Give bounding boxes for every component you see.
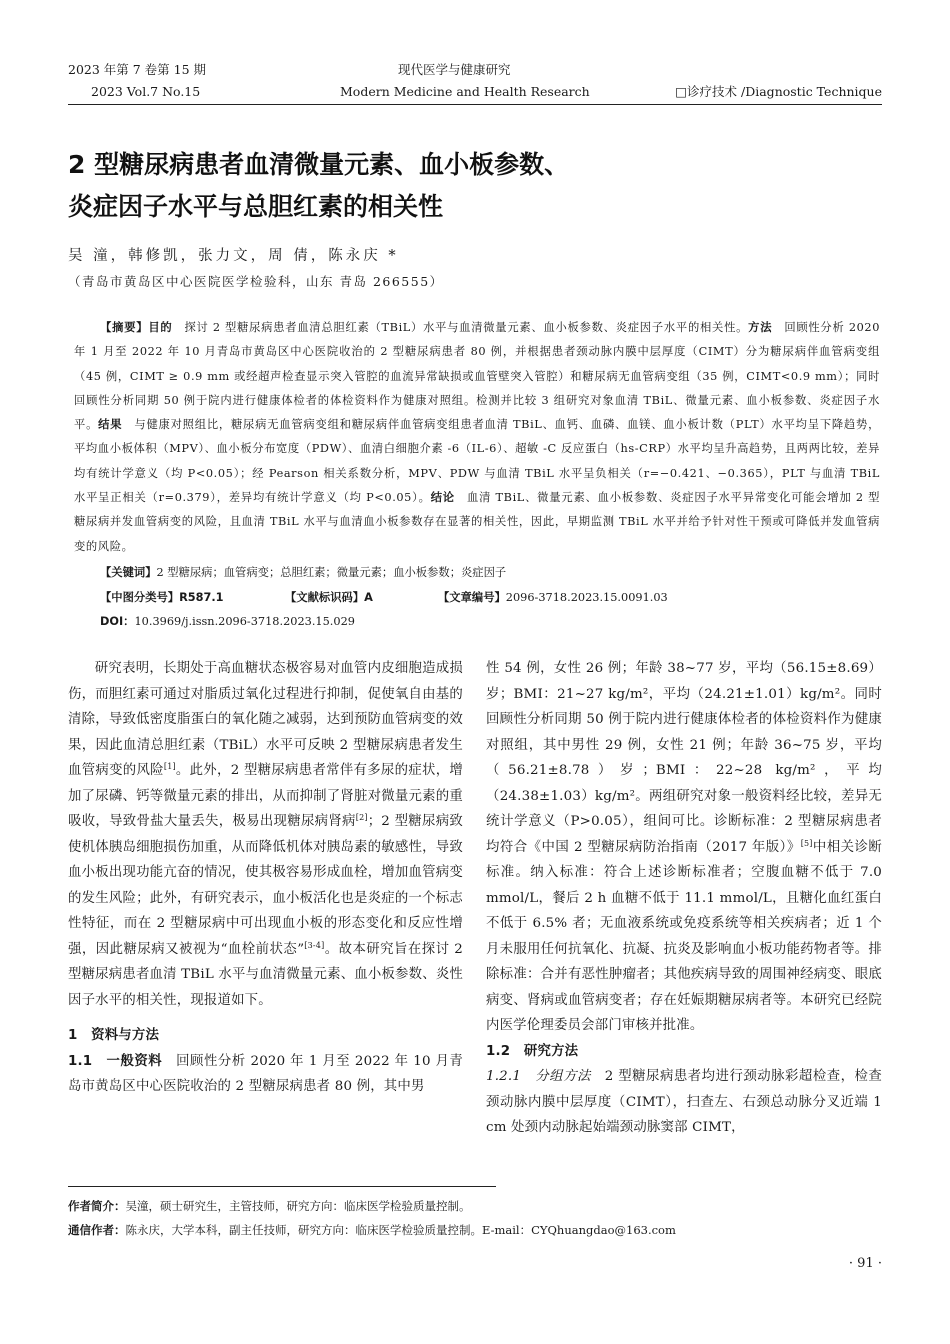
abstract-purpose: 探讨 2 型糖尿病患者血清总胆红素（TBiL）水平与血清微量元素、血小板参数、炎症因子水平的相关性。 [184, 321, 749, 334]
section-1-1 [68, 1049, 463, 1100]
intro-paragraph [68, 656, 463, 1013]
section-1-2-heading: 1.2 研究方法 [486, 1043, 579, 1059]
abstract-method: 回顾性分析 2020 年 1 月至 2022 年 10 月青岛市黄岛区中心医院收治的 2 型糖尿病患者 80 例，并根据患者颈动脉内膜中层厚度（CIMT）分为糖尿病伴血管病变组（45 例，CIMT ≥ 0.9 mm 或经超声检查显示突入管腔的血流异常缺损或血管壁突入管腔）和糖尿病无血管病变组（35 例，CIMT<0.9 mm）；同时回顾性分析同期 50 例于院内进行健康体检者的体检资料作为健康对照组。检测并比较 3 组研究对象血清 TBiL、微量元素、血小板参数、炎症因子水平。 [74, 321, 881, 432]
abstract-conclusion-label: 结论 [430, 491, 455, 505]
body-right-column [486, 656, 882, 1141]
article-number [438, 588, 668, 608]
article-value: 2096-3718.2023.15.0091.03 [505, 591, 668, 604]
author-footnote-label: 作者简介： [68, 1199, 126, 1213]
journal-name-en: Modern Medicine and Health Research [340, 84, 590, 99]
journal-issue-en: 2023 Vol.7 No.15 [91, 84, 201, 99]
clc-value: R587.1 [179, 591, 224, 604]
doc-code [285, 588, 373, 608]
classification-row [100, 588, 224, 608]
footnote-rule [68, 1186, 496, 1187]
abstract [74, 316, 880, 559]
corresponding-footnote-text: 陈永庆，大学本科，副主任技师，研究方向：临床医学检验质量控制。E-mail：CYQhuangdao@163.com [125, 1223, 676, 1237]
section-1-2-1-text: 2 型糖尿病患者均进行颈动脉彩超检查，检查颈动脉内膜中层厚度（CIMT），扫查左、右颈总动脉分叉近端 1 cm 处颈内动脉起始端颈动脉窦部 CIMT， [486, 1069, 883, 1135]
article-label: 【文章编号】 [438, 591, 506, 604]
doi [100, 612, 355, 632]
author-footnote-text: 吴潼，硕士研究生，主管技师，研究方向：临床医学检验质量控制。 [125, 1199, 471, 1213]
page-number: · 91 · [848, 1256, 882, 1271]
author-list: 吴 潼，韩修凯，张力文，周 倩，陈永庆 * [68, 248, 399, 264]
doc-value: A [364, 591, 373, 604]
ref-2: [2] [355, 813, 368, 822]
right-text-1: 性 54 例，女性 26 例；年龄 38~77 岁，平均（56.15±8.69）岁；BMI：21~27 kg/m²，平均（24.21±1.01）kg/m²。同时回顾性分析同期 50 例于院内进行健康体检者的体检资料作为健康对照组，其中男性 29 例，女性 21 例；年龄 36~75 岁，平均（56.21±8.78）岁；BMI：22~28 kg/m²，平均（24.38±1.03）kg/m²。两组研究对象一般资料经比较，差异无统计学意义（P>0.05），组间可比。诊断标准：2 型糖尿病患者均符合《中国 2 型糖尿病防治指南（2017 年版）》 [486, 661, 882, 855]
title-line-1: 2 型糖尿病患者血清微量元素、血小板参数、 [68, 150, 570, 179]
abstract-result-label: 结果 [98, 418, 123, 432]
title-line-2: 炎症因子水平与总胆红素的相关性 [68, 192, 444, 221]
intro-text-1: 研究表明，长期处于高血糖状态极容易对血管内皮细胞造成损伤，而胆红素可通过对脂质过氧化过程进行抑制，促使氧自由基的清除，导致低密度脂蛋白的氧化随之减弱，达到预防血管病变的效果，因此血清总胆红素（TBiL）水平可反映 2 型糖尿病患者发生血管病变的风险 [68, 661, 463, 778]
abstract-label: 【摘要】 [100, 321, 149, 334]
body-left-column [68, 656, 463, 1100]
right-text-2: 中相关诊断标准。纳入标准：符合上述诊断标准者；空腹血糖不低于 7.0 mmol/L，餐后 2 h 血糖不低于 11.1 mmol/L，且糖化血红蛋白不低于 6.5% 者；无血液系统或免疫系统等相关疾病者；近 1 个月未服用任何抗氧化、抗凝、抗炎及影响血小板功能药物者等。排除标准：合并有恶性肿瘤者；其他疾病导致的周围神经病变、眼底病变、肾病或血管病变者；存在妊娠期糖尿病者等。本研究已经院内医学伦理委员会部门审核并批准。 [486, 839, 882, 1033]
header-rule [68, 104, 882, 105]
section-1-1-continued [486, 656, 882, 1039]
section-1-heading: 1 资料与方法 [68, 1028, 160, 1043]
journal-name-cn: 现代医学与健康研究 [398, 62, 511, 77]
clc-label: 【中图分类号】 [100, 591, 180, 604]
abstract-purpose-label: 目的 [148, 321, 173, 334]
intro-text-3: ；2 型糖尿病致使机体胰岛细胞损伤加重，从而降低机体对胰岛素的敏感性，导致血小板出现功能亢奋的情况，使其极容易形成血栓，增加血管病变的发生风险；此外，有研究表示，血小板活化也是炎症的一个标志性特征，而在 2 型糖尿病中可出现血小板的形态变化和反应性增强，因此糖尿病又被视为“血栓前状态” [68, 814, 463, 957]
ref-3-4: [3-4] [304, 940, 325, 950]
keywords-label: 【关键词】 [100, 566, 157, 579]
keywords [100, 563, 506, 583]
section-1-1-text: 回顾性分析 2020 年 1 月至 2022 年 10 月青岛市黄岛区中心医院收治的 2 型糖尿病患者 80 例，其中男 [68, 1053, 463, 1094]
author-footnote [68, 1198, 471, 1214]
ref-5: [5] [800, 838, 813, 848]
journal-issue-cn: 2023 年第 7 卷第 15 期 [68, 62, 207, 77]
corresponding-footnote-label: 通信作者： [68, 1223, 126, 1237]
abstract-conclusion: 血清 TBiL、微量元素、血小板参数、炎症因子水平异常变化可能会增加 2 型糖尿病并发血管病变的风险，且血清 TBiL 水平与血清血小板参数存在显著的相关性，因此，早期监测 TBiL 水平并给予针对性干预或可降低并发血管病变的风险。 [74, 491, 880, 553]
keywords-text: 2 型糖尿病；血管病变；总胆红素；微量元素；血小板参数；炎症因子 [156, 566, 507, 579]
corresponding-footnote [68, 1222, 676, 1238]
section-1-2-1-heading: 1.2.1 分组方法 [486, 1069, 591, 1084]
abstract-method-label: 方法 [748, 321, 773, 334]
ref-1: [1] [163, 762, 176, 771]
affiliation: （青岛市黄岛区中心医院医学检验科，山东 青岛 266555） [68, 274, 444, 289]
doi-value: 10.3969/j.issn.2096-3718.2023.15.029 [134, 615, 355, 628]
doi-label: DOI： [100, 615, 135, 628]
doc-label: 【文献标识码】 [285, 591, 365, 604]
section-1-2-1 [486, 1064, 882, 1141]
abstract-result: 与健康对照组比，糖尿病无血管病变组和糖尿病伴血管病变组患者血清 TBiL、血钙、血磷、血镁、血小板计数（PLT）水平均呈下降趋势，平均血小板体积（MPV）、血小板分布宽度（PDW）、血清白细胞介素 -6（IL-6）、超敏 -C 反应蛋白（hs-CRP）水平均呈升高趋势，且两两比较，差异均有统计学意义（均 P<0.05）；经 Pearson 相关系数分析，MPV、PDW 与血清 TBiL 水平呈负相关（r=−0.421、−0.365），PLT 与血清 TBiL 水平呈正相关（r=0.379），差异均有统计学意义（均 P<0.05）。 [74, 418, 881, 505]
intro-text-4: 。故本研究旨在探讨 2 型糖尿病患者血清 TBiL 水平与血清微量元素、血小板参数、炎性因子水平的相关性，现报道如下。 [68, 941, 464, 1008]
section-1-1-heading: 1.1 一般资料 [68, 1053, 163, 1069]
intro-text-2: 。此外，2 型糖尿病患者常伴有多尿的症状，增加了尿磷、钙等微量元素的排出，从而抑制了肾脏对微量元素的重吸收，导致骨盐大量丢失，极易出现糖尿病肾病 [68, 763, 463, 829]
section-label: □诊疗技术 /Diagnostic Technique [675, 84, 882, 99]
